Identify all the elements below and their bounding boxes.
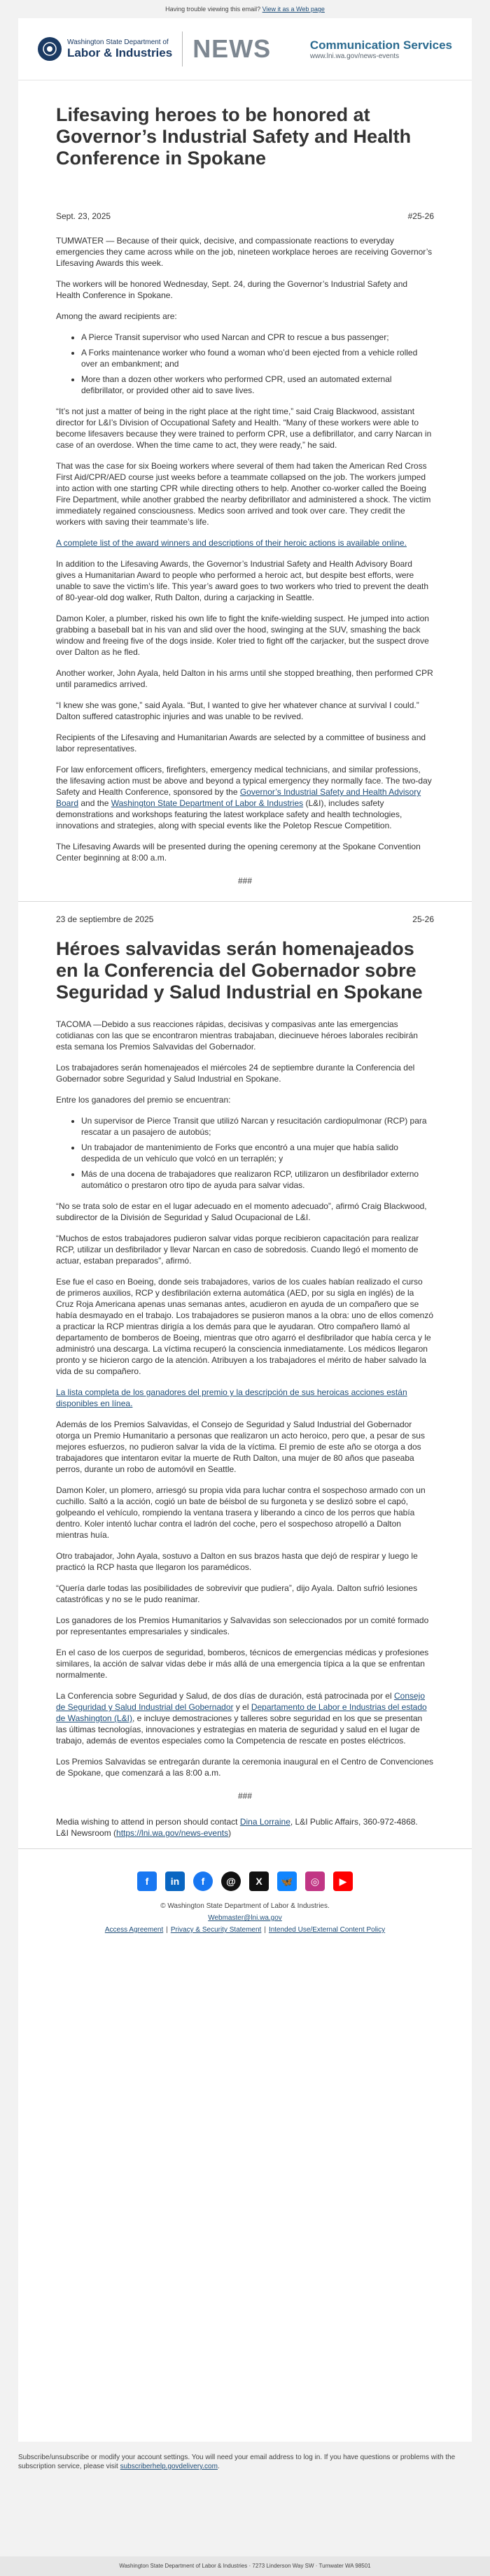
award-list-link-es[interactable]: La lista completa de los ganadores del premio y la descripción de sus heroicas acciones están disponibles en línea. <box>56 1387 407 1408</box>
list-item: • More than a dozen other workers who performed CPR, used an automated external defibrillator, or provided other aid to save lives. <box>81 374 434 396</box>
paragraph: “No se trata solo de estar en el lugar adecuado en el momento adecuado”, afirmó Craig Blackwood, subdirector de la División de Seguridad y Salud Ocupacional de L&I. <box>56 1201 427 1222</box>
preheader-text: Having trouble viewing this email? <box>165 6 261 13</box>
award-list-link-en[interactable]: A complete list of the award winners and descriptions of their heroic actions is available online. <box>56 538 407 548</box>
recipients-list-en <box>56 332 434 396</box>
threads-icon[interactable]: @ <box>221 1871 241 1891</box>
newsroom-link[interactable]: https://lni.wa.gov/news-events <box>116 1828 229 1838</box>
departamento-link[interactable]: Departamento de Labor e Industrias del estado de Washington (L&I) <box>56 1702 427 1723</box>
preheader <box>0 0 490 18</box>
text-span: , L&I Public Affairs, 360-972-4868. <box>290 1817 418 1827</box>
text-span: and the <box>78 798 111 808</box>
footer-links <box>56 1926 434 1934</box>
separator: | <box>166 1926 168 1934</box>
privacy-link[interactable]: Privacy & Security Statement <box>170 1926 262 1934</box>
social-links <box>56 1871 434 1891</box>
paragraph: Damon Koler, un plomero, arriesgó su propia vida para luchar contra el sospechoso armado con un cuchillo. Saltó a la acción, cogió un bate de béisbol de su furgoneta y se deslizó sobre el capó, golpeando el vehículo, rompiendo la ventana trasera y liberando a cinco de los perros que había dentro. Koler intentó luchar contra el ladrón del coche, pero el sospechoso atropelló a Dalton mientras huía. <box>56 1485 426 1540</box>
webmaster-line <box>56 1914 434 1922</box>
dateline-en <box>56 211 434 221</box>
subscription-note <box>0 2442 490 2471</box>
advisory-board-link[interactable]: Governor’s Industrial Safety and Health Advisory Board <box>56 787 421 808</box>
paragraph: Entre los ganadores del premio se encuentran: <box>56 1095 231 1105</box>
list-item: • A Forks maintenance worker who found a woman who’d been ejected from a vehicle rolled over an embankment; and <box>81 347 434 369</box>
linkedin-icon[interactable]: in <box>165 1871 185 1891</box>
subscription-text: Subscribe/unsubscribe or modify your account settings. You will need your email address to log in. If you have questions or problems with the subscription service, please visit <box>18 2454 456 2470</box>
paragraph: Damon Koler, a plumber, risked his own life to fight the knife-wielding suspect. He jumped into action grabbing a baseball bat in his van and slid over the hood, swinging at the SUV, smashing the back window and freeing five of the dogs inside. Koler tried to fight off the carjacker, but the suspect drove over Dalton as he fled. <box>56 614 429 657</box>
webmaster-link[interactable]: Webmaster@lni.wa.gov <box>208 1914 282 1922</box>
paragraph: In addition to the Lifesaving Awards, the Governor’s Industrial Safety and Health Advisory Board gives a Humanitarian Award to people who performed a heroic act, but despite best efforts, were unable to save the victim’s life. This year’s award goes to two workers who tried to prevent the death of 80-year-old dog walker, Ruth Dalton, during a carjacking in Seattle. <box>56 559 429 602</box>
subscriber-help-link[interactable]: subscriberhelp.govdelivery.com <box>120 2463 218 2470</box>
headline-es: Héroes salvavidas serán homenajeados en la Conferencia del Gobernador sobre Seguridad y Salud Industrial en Spokane <box>56 938 423 1003</box>
release-date-es: 23 de septiembre de 2025 <box>56 914 154 924</box>
paragraph: Los trabajadores serán homenajeados el miércoles 24 de septiembre durante la Conferencia del Gobernador sobre Seguridad y Salud Industrial en Spokane. <box>56 1063 415 1084</box>
list-item: • A Pierce Transit supervisor who used Narcan and CPR to rescue a bus passenger; <box>81 332 434 343</box>
text-span: . <box>217 2463 220 2470</box>
lni-logo[interactable] <box>38 37 172 61</box>
media-contact <box>56 1816 434 1839</box>
paragraph: Otro trabajador, John Ayala, sostuvo a Dalton en sus brazos hasta que dejó de respirar y luego le practicó la RCP hasta que llegaron los paramédicos. <box>56 1551 418 1572</box>
text-span: For law enforcement officers, firefighters, emergency medical technicians, and similar professions, the lifesaving action must be above and beyond a typical emergency they normally face. The two-day Safety and Health Conference, sponsored by the <box>56 765 432 797</box>
comm-services-title: Communication Services <box>309 38 452 52</box>
view-web-page-link[interactable]: View it as a Web page <box>262 6 325 13</box>
lni-link[interactable]: Washington State Department of Labor & Industries <box>111 798 304 808</box>
x-icon[interactable]: X <box>249 1871 269 1891</box>
release-number-es: 25-26 <box>412 914 434 924</box>
text-span: y el <box>233 1702 251 1712</box>
youtube-icon[interactable]: ▶ <box>333 1871 353 1891</box>
paragraph: The Lifesaving Awards will be presented during the opening ceremony at the Spokane Convention Center beginning at 8:00 a.m. <box>56 842 421 863</box>
award-list-paragraph <box>56 537 434 549</box>
paragraph-with-links <box>56 764 434 831</box>
release-number-en: #25-26 <box>407 211 434 221</box>
separator: | <box>264 1926 266 1934</box>
text-span: La Conferencia sobre Seguridad y Salud, de dos días de duración, está patrocinada por el <box>56 1691 394 1701</box>
headline-en: Lifesaving heroes to be honored at Governor’s Industrial Safety and Health Conference in Spokane <box>56 104 412 169</box>
end-marker-es: ### <box>237 1791 253 1801</box>
section-divider <box>18 901 472 902</box>
access-agreement-link[interactable]: Access Agreement <box>104 1926 164 1934</box>
org-line1: Washington State Department of <box>67 38 169 46</box>
paragraph: The workers will be honored Wednesday, Sept. 24, during the Governor’s Industrial Safety and Health Conference in Spokane. <box>56 279 408 300</box>
text-span: (L&I), includes safety demonstrations and workshops featuring the latest workplace safety and health technologies, innovations and strategies, along with special events like the Poletop Rescue Competition. <box>56 798 402 830</box>
paragraph: TUMWATER — Because of their quick, decisive, and compassionate reactions to everyday emergencies they came across while on the job, nineteen workplace heroes are receiving Governor’s Lifesaving Awards this week. <box>56 236 433 268</box>
list-item: • Un trabajador de mantenimiento de Forks que encontró a una mujer que había salido despedida de un vehículo que volcó en un terraplén; y <box>81 1142 434 1164</box>
instagram-icon[interactable]: ◎ <box>305 1871 325 1891</box>
news-wordmark: NEWS <box>192 34 272 63</box>
paragraph: Ese fue el caso en Boeing, donde seis trabajadores, varios de los cuales habían realizado el curso de primeros auxilios, RCP y desfibrilación externa automática (AED, por su sigla en inglés) de la Cruz Roja Americana apenas unas semanas antes, acudieron en ayuda de un compañero que se había desmayado en el trabajo. Los trabajadores se pusieron manos a la obra: uno de ellos comenzó a practicar la RCP mientras dirigía a los demás para que le ayudaran. Otro compañero llamó al departamento de bomberos de Boeing, mientras que otro agarró el desfibrilador que había cerca y le administró una descarga. La víctima recuperó la consciencia inmediatamente. Los médicos llegaron pronto y se hicieron cargo de la atención. Atribuyen a los trabajadores el mérito de haber salvado la vida de su compañero. <box>56 1277 434 1376</box>
bluesky-icon[interactable]: 🦋 <box>277 1871 297 1891</box>
release-date-en: Sept. 23, 2025 <box>56 211 111 221</box>
end-marker-en: ### <box>237 876 253 886</box>
paragraph: Los ganadores de los Premios Humanitarios y Salvavidas son seleccionados por un comité formado por representantes empresariales y sindicales. <box>56 1615 429 1636</box>
comm-services <box>310 38 452 60</box>
paragraph: “Quería darle todas las posibilidades de sobrevivir que pudiera”, dijo Ayala. Dalton sufrió lesiones catastróficas y no se le pudo reanimar. <box>56 1583 418 1604</box>
copyright: © Washington State Department of Labor & Industries. <box>160 1902 330 1910</box>
email-header <box>18 18 472 80</box>
address-bar: Washington State Department of Labor & Industries · 7273 Linderson Way SW · Tumwater WA 98501 <box>0 2556 490 2576</box>
org-line2: Labor & Industries <box>67 46 173 59</box>
list-item: • Un supervisor de Pierce Transit que utilizó Narcan y resucitación cardiopulmonar (RCP) para rescatar a un pasajero de autobús; <box>81 1115 434 1138</box>
paragraph: Among the award recipients are: <box>56 311 177 321</box>
footer-divider <box>18 1848 472 1849</box>
state-seal-icon <box>38 37 62 61</box>
dateline-es <box>56 914 434 924</box>
paragraph: Además de los Premios Salvavidas, el Consejo de Seguridad y Salud Industrial del Gobernador otorga un Premio Humanitario a personas que realizaron un acto heroico, pero que, a pesar de sus mejores esfuerzos, no pudieron salvar la vida de la víctima. El premio de este año se otorga a dos trabajadores que intentaron evitar la muerte de Ruth Dalton, una mujer de 80 años que paseaba perros, durante un robo de automóvil en Seattle. <box>56 1420 425 1474</box>
text-span: Media wishing to attend in person should contact <box>56 1817 240 1827</box>
media-contact-link[interactable]: Dina Lorraine <box>239 1817 290 1827</box>
text-span: , e incluye demostraciones y talleres sobre seguridad en los que se presentan las últimas tecnologías, innovaciones y estrategias en materia de seguridad y salud en el lugar de trabajo, además de eventos especiales como la Competencia de rescate en postes eléctricos. <box>56 1713 423 1746</box>
paragraph: TACOMA —Debido a sus reacciones rápidas, decisivas y compasivas ante las emergencias cotidianas con las que se encontraron mientras trabajaban, diecinueve héroes laborales recibirán esta semana los Premios Salvavidas del Gobernador. <box>56 1019 418 1052</box>
award-list-paragraph <box>56 1387 434 1409</box>
text-span: ) <box>228 1828 232 1838</box>
text-span: L&I Newsroom ( <box>56 1828 117 1838</box>
email-content <box>18 104 472 1934</box>
recipients-list-es <box>56 1115 434 1191</box>
facebook-icon[interactable]: f <box>193 1871 213 1891</box>
paragraph: Recipients of the Lifesaving and Humanitarian Awards are selected by a committee of business and labor representatives. <box>56 733 426 753</box>
paragraph: “I knew she was gone,” said Ayala. “But, I wanted to give her whatever chance at survival I could.” Dalton suffered catastrophic injuries and was unable to be revived. <box>56 700 419 721</box>
list-item: • Más de una docena de trabajadores que realizaron RCP, utilizaron un desfibrilador externo automático o prestaron otro tipo de ayuda para salvar vidas. <box>81 1168 434 1191</box>
header-divider <box>182 31 183 66</box>
paragraph: That was the case for six Boeing workers where several of them had taken the American Red Cross First Aid/CPR/AED course just weeks before a teammate collapsed on the job. The workers jumped into action with one starting CPR while directing others to help. Another co-worker called the Boeing Fire Department, while another grabbed the nearby defibrillator and administered a shock. The victim immediately regained consciousness. Medics soon arrived and took over care. They credit the workers with saving their teammate’s life. <box>56 461 431 527</box>
comm-services-url: www.lni.wa.gov/news-events <box>309 52 400 60</box>
intended-use-link[interactable]: Intended Use/External Content Policy <box>268 1926 386 1934</box>
facebook-square-icon[interactable]: f <box>137 1871 157 1891</box>
paragraph: En el caso de los cuerpos de seguridad, bomberos, técnicos de emergencias médicas y profesiones similares, la acción de salvar vidas debe ir más allá de una emergencia típica a la que se enfrentan normalmente. <box>56 1648 429 1680</box>
paragraph-with-links <box>56 1690 434 1746</box>
consejo-link[interactable]: Consejo de Seguridad y Salud Industrial del Gobernador <box>56 1691 426 1712</box>
paragraph: Another worker, John Ayala, held Dalton in his arms until she stopped breathing, then performed CPR until paramedics arrived. <box>56 668 433 689</box>
paragraph: “It’s not just a matter of being in the right place at the right time,” said Craig Blackwood, assistant director for L&I’s Division of Occupational Safety and Health. “Many of these workers were able to become lifesavers because they were trained to perform CPR, use a defibrillator, and carry Narcan in case of an overdose. When the time came to act, they were ready,” he said. <box>56 406 432 450</box>
paragraph: “Muchos de estos trabajadores pudieron salvar vidas porque recibieron capacitación para realizar RCP, utilizar un desfibrilador y llevar Narcan en caso de sobredosis. Cuando llegó el momento de actuar, estaban preparados”, afirmó. <box>56 1233 419 1266</box>
org-name <box>67 38 172 59</box>
paragraph: Los Premios Salvavidas se entregarán durante la ceremonia inaugural en el Centro de Convenciones de Spokane, que comenzará a las 8:00 a.m. <box>56 1757 433 1778</box>
email-card <box>18 18 472 2442</box>
